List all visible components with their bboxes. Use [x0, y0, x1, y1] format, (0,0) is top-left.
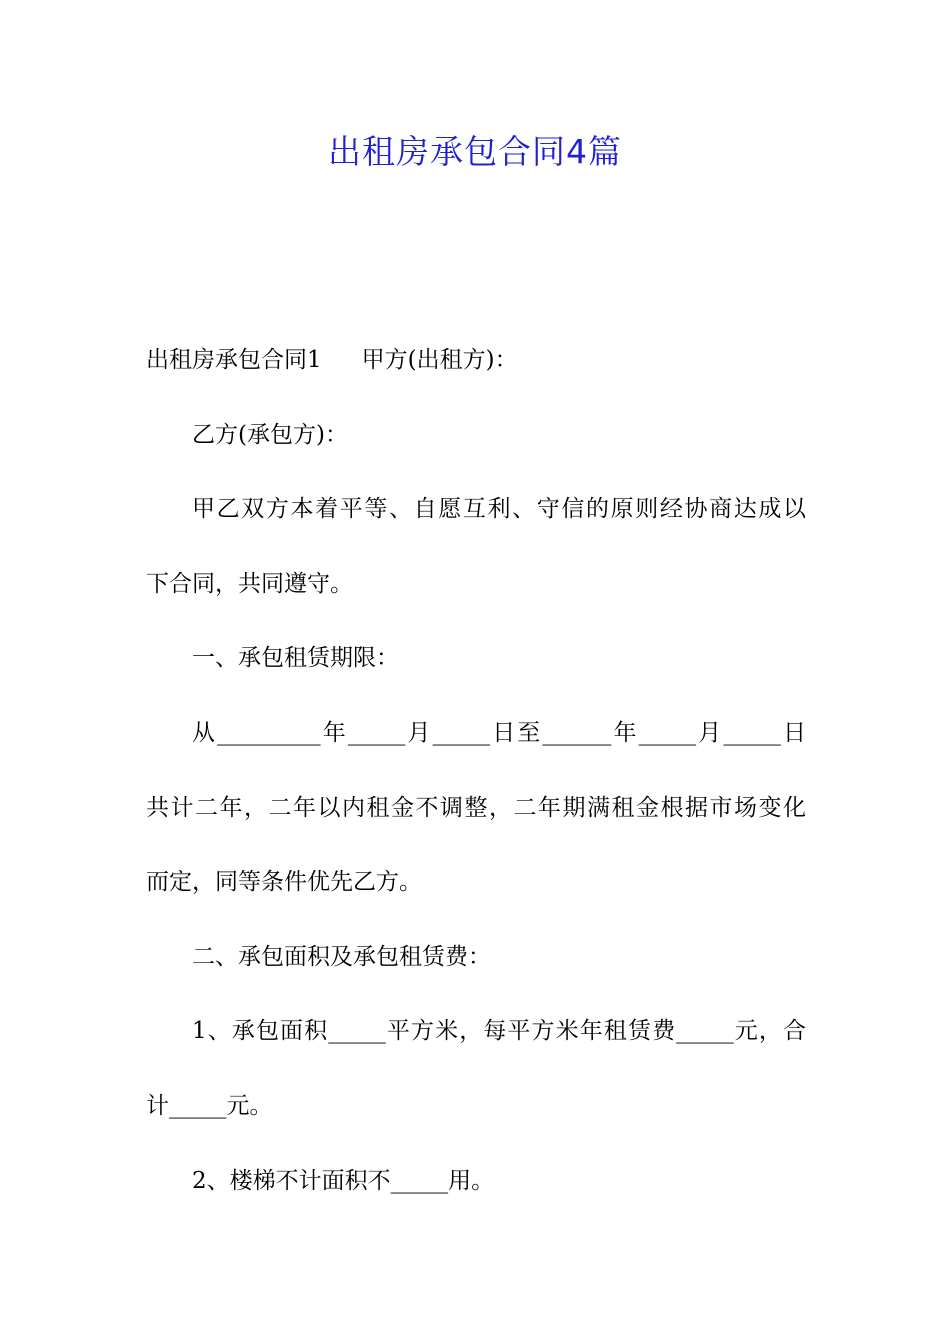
intro-paragraph-line-1: 甲乙双方本着平等、自愿互利、守信的原则经协商达成以 [192, 496, 806, 523]
section-1-line-2: 共计二年，二年以内租金不调整，二年期满租金根据市场变化 [146, 794, 806, 821]
item-1-line-2: 计_____元。 [146, 1092, 273, 1119]
section-1-line-3: 而定，同等条件优先乙方。 [146, 869, 422, 896]
contract-heading: 出租房承包合同1 [146, 347, 322, 373]
party-a-label: 甲方(出租方)： [361, 347, 518, 373]
item-2: 2、楼梯不计面积不_____用。 [192, 1167, 495, 1194]
party-b-label: 乙方(承包方)： [192, 421, 348, 448]
section-1-title: 一、承包租赁期限： [192, 645, 399, 672]
document-title: 出租房承包合同4篇 [328, 132, 622, 171]
contract-heading-line [146, 336, 806, 411]
document-body [146, 336, 806, 1231]
item-1-line-1: 1、承包面积_____平方米，每平方米年租赁费_____元，合 [192, 1018, 806, 1045]
intro-paragraph-line-2: 下合同，共同遵守。 [146, 570, 353, 597]
section-2-title: 二、承包面积及承包租赁费： [192, 943, 491, 970]
section-1-dates: 从_________年_____月_____日至______年_____月_____日 [192, 719, 806, 746]
